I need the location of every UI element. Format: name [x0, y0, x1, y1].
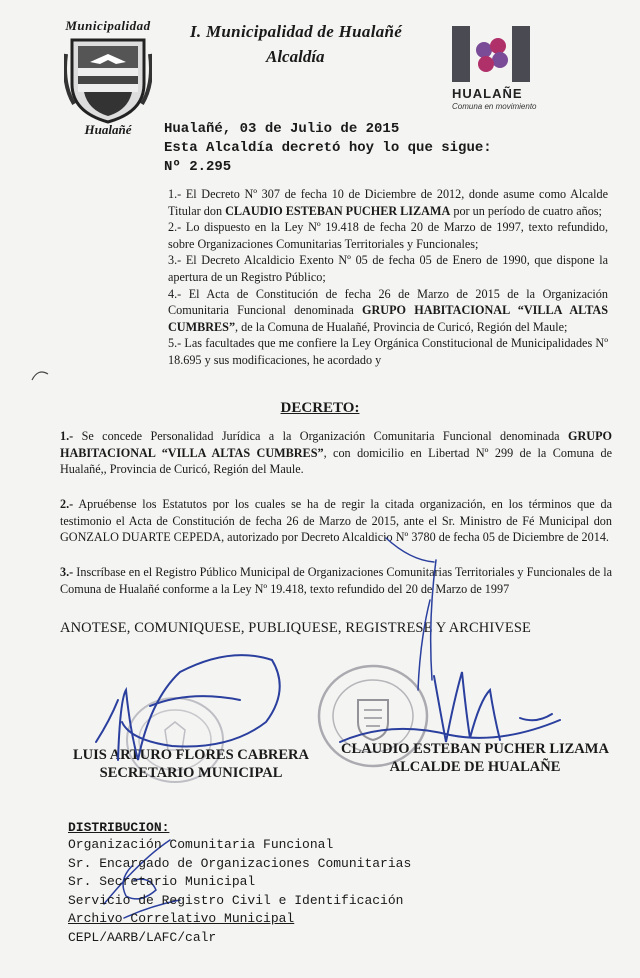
brand-name: HUALAÑE — [452, 86, 523, 101]
list-item: Sr. Secretario Municipal — [68, 874, 256, 889]
article-2: 2.- Apruébense los Estatutos por los cuales se ha de regir la citada organización, en los términos que da testimonio el Acta de Constitución de fecha 26 de Marzo de 2015, ante el Sr. Ministro de Fé Municipal don GONZALO DUARTE CEPEDA, autorizado por Decreto Alcaldicio Nº 3780 de fecha 05 de Diciembre de 2014. — [60, 497, 612, 545]
consideration-item: 4.- El Acta de Constitución de fecha 26 de Marzo de 2015 de la Organización Comunitaria Funcional denominada GRUPO HABITACIONAL “VILLA ALTAS CUMBRES”, de la Comuna de Hualañé, Provincia de Curicó, Región del Maule; — [168, 286, 608, 334]
article-1: 1.- Se concede Personalidad Jurídica a la Organización Comunitaria Funcional denominada GRUPO HABITACIONAL “VILLA ALTAS CUMBRES”, con domicilio en Libertad Nº 299 de la Comuna de Hualañé,, Provincia de Curicó, Región del Maule. — [60, 429, 612, 477]
header-title: I. Municipalidad de Hualañé — [190, 22, 403, 41]
distribution-list — [68, 836, 411, 947]
consideration-item: 1.- El Decreto Nº 307 de fecha 10 de Diciembre de 2012, donde asume como Alcalde Titular don CLAUDIO ESTEBAN PUCHER LIZAMA por un período de cuatro años; — [168, 187, 608, 218]
brand-tagline: Comuna en movimiento — [452, 102, 537, 111]
list-item: Sr. Encargado de Organizaciones Comunitarias — [68, 855, 412, 871]
article-3: 3.- Inscríbase en el Registro Público Municipal de Organizaciones Comunitarias Territoriales y Funcionales de la Comuna de Hualañé conforme a la Ley Nº 19.418, texto refundido del 20 de Marzo de 1997 — [60, 565, 612, 596]
decreto-heading: DECRETO: — [280, 400, 360, 416]
mayor-signature-block — [330, 740, 620, 776]
seal-top-text: Municipalidad — [65, 18, 151, 33]
seal-bottom-text: Hualañé — [84, 122, 132, 137]
secretary-signature-block — [60, 746, 322, 782]
closing-formula: ANOTESE, COMUNIQUESE, PUBLIQUESE, REGISTRESE Y ARCHIVESE — [60, 620, 531, 636]
municipal-seal — [56, 18, 160, 138]
mayor-title: ALCALDE DE HUALAÑE — [389, 759, 561, 775]
header-subtitle: Alcaldía — [266, 47, 325, 66]
decree-number: Nº 2.295 — [164, 159, 232, 175]
distribution-title: DISTRIBUCION: — [68, 820, 170, 835]
considerations — [168, 186, 608, 369]
margin-mark-icon — [30, 368, 50, 382]
list-item: Archivo Correlativo Municipal — [68, 911, 295, 926]
shield-icon — [64, 34, 152, 124]
list-item: Servicio de Registro Civil e Identificación — [68, 892, 404, 908]
mayor-name: CLAUDIO ESTEBAN PUCHER LIZAMA — [341, 741, 609, 757]
list-item: Organización Comunitaria Funcional — [68, 837, 334, 852]
consideration-item: 5.- Las facultades que me confiere la Ley Orgánica Constitucional de Municipalidades Nº 18.695 y sus modificaciones, he acordado y — [168, 336, 608, 367]
dateline — [164, 120, 492, 177]
secretary-title: SECRETARIO MUNICIPAL — [99, 765, 283, 781]
secretary-name: LUIS ARTURO FLORES CABRERA — [73, 747, 309, 763]
consideration-item: 2.- Lo dispuesto en la Ley Nº 19.418 de fecha 20 de Marzo de 1997, texto refundido, sobre Organizaciones Comunitarias Territoriales y Funcionales; — [168, 220, 608, 251]
decree-intro: Esta Alcaldía decretó hoy lo que sigue: — [164, 140, 492, 156]
list-item: CEPL/AARB/LAFC/calr — [68, 929, 217, 945]
consideration-item: 3.- El Decreto Alcaldicio Exento Nº 05 de fecha 05 de Enero de 1990, que dispone la apertura de un Registro Público; — [168, 253, 608, 284]
decree-date: Hualañé, 03 de Julio de 2015 — [164, 121, 400, 137]
